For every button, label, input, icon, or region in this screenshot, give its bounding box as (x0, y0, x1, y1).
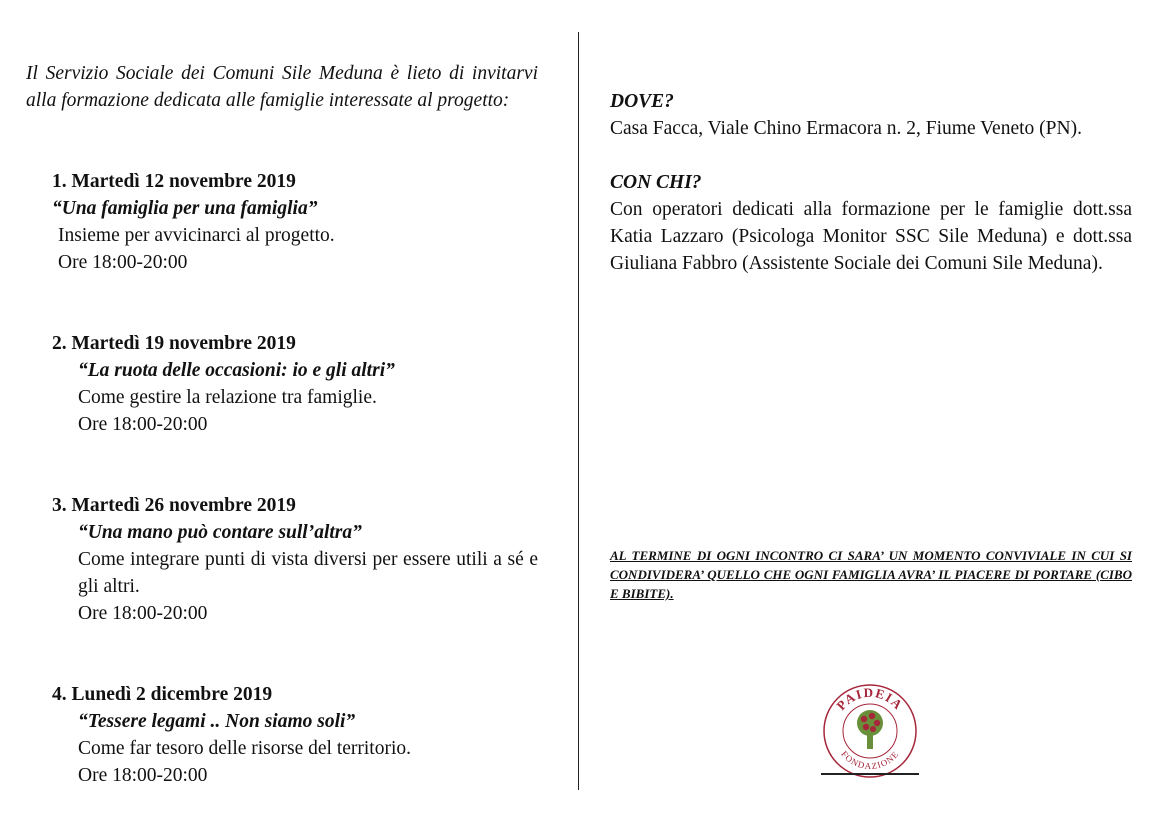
con-chi-text: Con operatori dedicati alla formazione per le famiglie dott.ssa Katia Lazzaro (Psicologa Monitor SSC Sile Meduna) e dott.ssa Giuliana Fabbro (Assistente Sociale dei Comuni Sile Meduna). (610, 199, 1132, 274)
event-quote: “Tessere legami .. Non siamo soli” (78, 711, 356, 732)
event-quote: “La ruota delle occasioni: io e gli altri” (78, 360, 395, 381)
logo-bottom-text: FONDAZIONE (839, 748, 901, 772)
event-title: 1. Martedì 12 novembre 2019 (52, 171, 296, 192)
intro-text: Il Servizio Sociale dei Comuni Sile Meduna è lieto di invitarvi alla formazione dedicata alle famiglie interessate al progetto: (26, 63, 538, 111)
event-title: 4. Lunedì 2 dicembre 2019 (52, 684, 273, 705)
event-time: Ore 18:00-20:00 (58, 252, 188, 273)
right-column (610, 88, 1132, 277)
paideia-logo (822, 683, 918, 779)
event-2 (26, 330, 538, 438)
event-description: Insieme per avvicinarci al progetto. (58, 225, 335, 246)
event-3 (26, 492, 538, 627)
convivial-note: AL TERMINE DI OGNI INCONTRO CI SARA’ UN MOMENTO CONVIVIALE IN CUI SI CONDIVIDERA’ QUELLO CHE OGNI FAMIGLIA AVRA’ IL PIACERE DI PORTARE (CIBO E BIBITE). (610, 548, 1132, 601)
event-description: Come far tesoro delle risorse del territorio. (78, 738, 412, 759)
event-time: Ore 18:00-20:00 (78, 603, 208, 624)
event-quote: “Una famiglia per una famiglia” (52, 198, 318, 219)
tree-icon (857, 710, 883, 749)
event-title: 2. Martedì 19 novembre 2019 (52, 333, 296, 354)
event-4 (26, 681, 538, 789)
logo-top-text: PAIDEIA (833, 684, 907, 714)
event-quote: “Una mano può contare sull’altra” (78, 522, 362, 543)
event-time: Ore 18:00-20:00 (78, 765, 208, 786)
dove-heading: DOVE? (610, 91, 674, 112)
con-chi-heading: CON CHI? (610, 172, 702, 193)
logo-underline (821, 773, 919, 775)
event-description: Come integrare punti di vista diversi per essere utili a sé e gli altri. (78, 549, 538, 597)
event-title: 3. Martedì 26 novembre 2019 (52, 495, 296, 516)
event-time: Ore 18:00-20:00 (78, 414, 208, 435)
column-divider (578, 32, 579, 790)
event-description: Come gestire la relazione tra famiglie. (78, 387, 377, 408)
dove-text: Casa Facca, Viale Chino Ermacora n. 2, Fiume Veneto (PN). (610, 118, 1082, 139)
left-column (26, 60, 538, 786)
event-1 (26, 168, 538, 276)
